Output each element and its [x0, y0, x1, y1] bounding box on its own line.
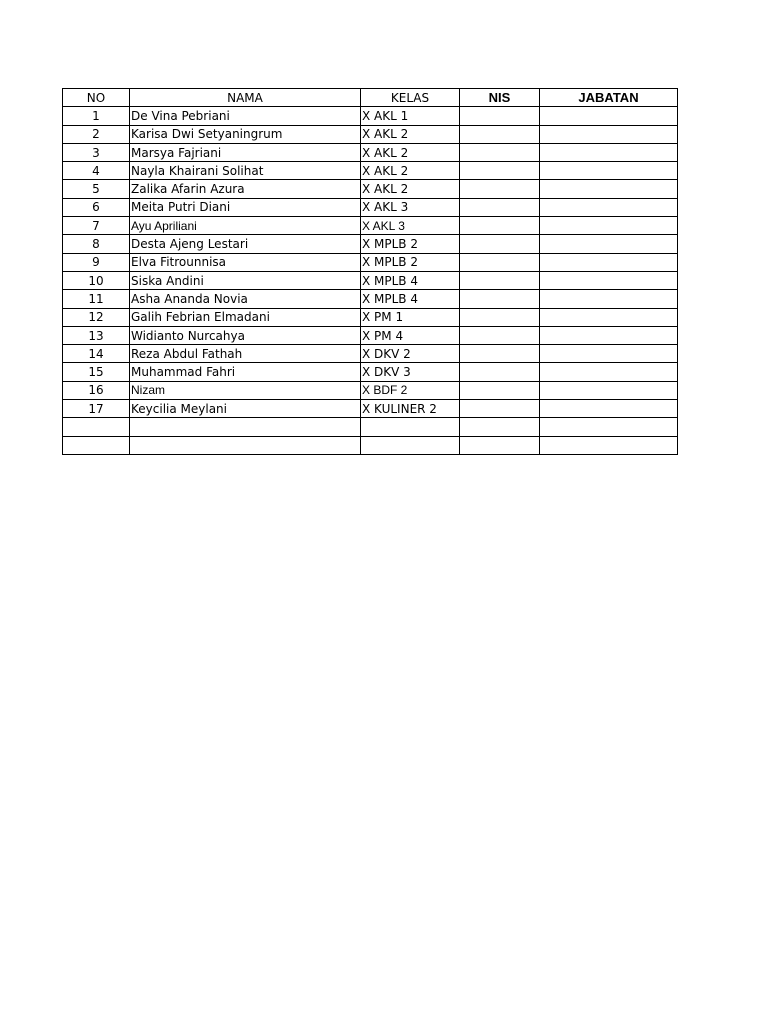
table-row — [63, 235, 678, 253]
table-row — [63, 143, 678, 161]
cell-jabatan — [540, 345, 678, 363]
cell-jabatan — [540, 125, 678, 143]
header-jabatan: JABATAN — [540, 89, 678, 107]
cell-nis — [460, 418, 540, 436]
cell-nama: Siska Andini — [130, 271, 361, 289]
cell-kelas — [361, 436, 460, 454]
cell-jabatan — [540, 290, 678, 308]
cell-kelas: X DKV 3 — [361, 363, 460, 381]
table-row — [63, 162, 678, 180]
cell-nama: Ayu Apriliani — [130, 217, 361, 235]
table-row — [63, 217, 678, 235]
cell-nis — [460, 162, 540, 180]
cell-nis — [460, 436, 540, 454]
cell-no: 15 — [63, 363, 130, 381]
cell-kelas: X AKL 3 — [361, 198, 460, 216]
cell-no: 2 — [63, 125, 130, 143]
table-row — [63, 198, 678, 216]
cell-nis — [460, 143, 540, 161]
cell-nama: De Vina Pebriani — [130, 107, 361, 125]
cell-nis — [460, 217, 540, 235]
cell-jabatan — [540, 308, 678, 326]
cell-nis — [460, 125, 540, 143]
table-row — [63, 326, 678, 344]
table-row — [63, 253, 678, 271]
cell-nama: Marsya Fajriani — [130, 143, 361, 161]
cell-nis — [460, 345, 540, 363]
cell-no: 7 — [63, 217, 130, 235]
cell-kelas: X AKL 2 — [361, 180, 460, 198]
cell-jabatan — [540, 235, 678, 253]
cell-no: 3 — [63, 143, 130, 161]
header-nama: NAMA — [130, 89, 361, 107]
cell-kelas: X AKL 2 — [361, 125, 460, 143]
table-row — [63, 418, 678, 436]
cell-jabatan — [540, 400, 678, 418]
cell-kelas: X BDF 2 — [361, 381, 460, 399]
cell-jabatan — [540, 143, 678, 161]
cell-no: 4 — [63, 162, 130, 180]
cell-nama — [130, 418, 361, 436]
table-row — [63, 363, 678, 381]
cell-no: 11 — [63, 290, 130, 308]
cell-nis — [460, 326, 540, 344]
cell-nama — [130, 436, 361, 454]
cell-nis — [460, 180, 540, 198]
cell-jabatan — [540, 253, 678, 271]
cell-no: 9 — [63, 253, 130, 271]
cell-no: 6 — [63, 198, 130, 216]
cell-nis — [460, 381, 540, 399]
header-row — [63, 89, 678, 107]
cell-jabatan — [540, 198, 678, 216]
cell-jabatan — [540, 326, 678, 344]
cell-nis — [460, 363, 540, 381]
cell-kelas: X MPLB 2 — [361, 253, 460, 271]
cell-no — [63, 418, 130, 436]
cell-jabatan — [540, 381, 678, 399]
cell-jabatan — [540, 436, 678, 454]
cell-jabatan — [540, 418, 678, 436]
cell-nis — [460, 290, 540, 308]
cell-no: 14 — [63, 345, 130, 363]
cell-kelas: X AKL 2 — [361, 143, 460, 161]
cell-jabatan — [540, 271, 678, 289]
cell-kelas: X DKV 2 — [361, 345, 460, 363]
cell-nis — [460, 308, 540, 326]
cell-no: 17 — [63, 400, 130, 418]
cell-no: 10 — [63, 271, 130, 289]
cell-no: 8 — [63, 235, 130, 253]
cell-nama: Nayla Khairani Solihat — [130, 162, 361, 180]
header-nis: NIS — [460, 89, 540, 107]
cell-no: 1 — [63, 107, 130, 125]
cell-nis — [460, 198, 540, 216]
table-row — [63, 107, 678, 125]
cell-nama: Elva Fitrounnisa — [130, 253, 361, 271]
cell-kelas: X MPLB 4 — [361, 271, 460, 289]
table-row — [63, 345, 678, 363]
table-row — [63, 290, 678, 308]
table-row — [63, 180, 678, 198]
cell-nis — [460, 400, 540, 418]
cell-nama: Nizam — [130, 381, 361, 399]
cell-kelas: X AKL 1 — [361, 107, 460, 125]
cell-nama: Meita Putri Diani — [130, 198, 361, 216]
cell-nama: Zalika Afarin Azura — [130, 180, 361, 198]
cell-nama: Widianto Nurcahya — [130, 326, 361, 344]
cell-kelas: X PM 1 — [361, 308, 460, 326]
cell-jabatan — [540, 107, 678, 125]
cell-nis — [460, 235, 540, 253]
cell-nama: Galih Febrian Elmadani — [130, 308, 361, 326]
cell-nama: Muhammad Fahri — [130, 363, 361, 381]
cell-nama: Asha Ananda Novia — [130, 290, 361, 308]
header-kelas: KELAS — [361, 89, 460, 107]
cell-kelas: X MPLB 2 — [361, 235, 460, 253]
student-table — [62, 88, 678, 455]
cell-no: 5 — [63, 180, 130, 198]
cell-no: 12 — [63, 308, 130, 326]
table-row — [63, 381, 678, 399]
cell-jabatan — [540, 162, 678, 180]
cell-jabatan — [540, 180, 678, 198]
cell-nama: Keycilia Meylani — [130, 400, 361, 418]
cell-nama: Karisa Dwi Setyaningrum — [130, 125, 361, 143]
cell-nis — [460, 253, 540, 271]
cell-nis — [460, 271, 540, 289]
cell-nama: Reza Abdul Fathah — [130, 345, 361, 363]
cell-kelas: X AKL 2 — [361, 162, 460, 180]
cell-kelas: X AKL 3 — [361, 217, 460, 235]
cell-kelas: X KULINER 2 — [361, 400, 460, 418]
cell-no: 16 — [63, 381, 130, 399]
header-no: NO — [63, 89, 130, 107]
cell-kelas — [361, 418, 460, 436]
table-row — [63, 271, 678, 289]
table-row — [63, 436, 678, 454]
cell-jabatan — [540, 217, 678, 235]
cell-no — [63, 436, 130, 454]
cell-kelas: X MPLB 4 — [361, 290, 460, 308]
cell-nis — [460, 107, 540, 125]
cell-no: 13 — [63, 326, 130, 344]
cell-nama: Desta Ajeng Lestari — [130, 235, 361, 253]
table-row — [63, 400, 678, 418]
cell-jabatan — [540, 363, 678, 381]
table-row — [63, 308, 678, 326]
cell-kelas: X PM 4 — [361, 326, 460, 344]
table-row — [63, 125, 678, 143]
